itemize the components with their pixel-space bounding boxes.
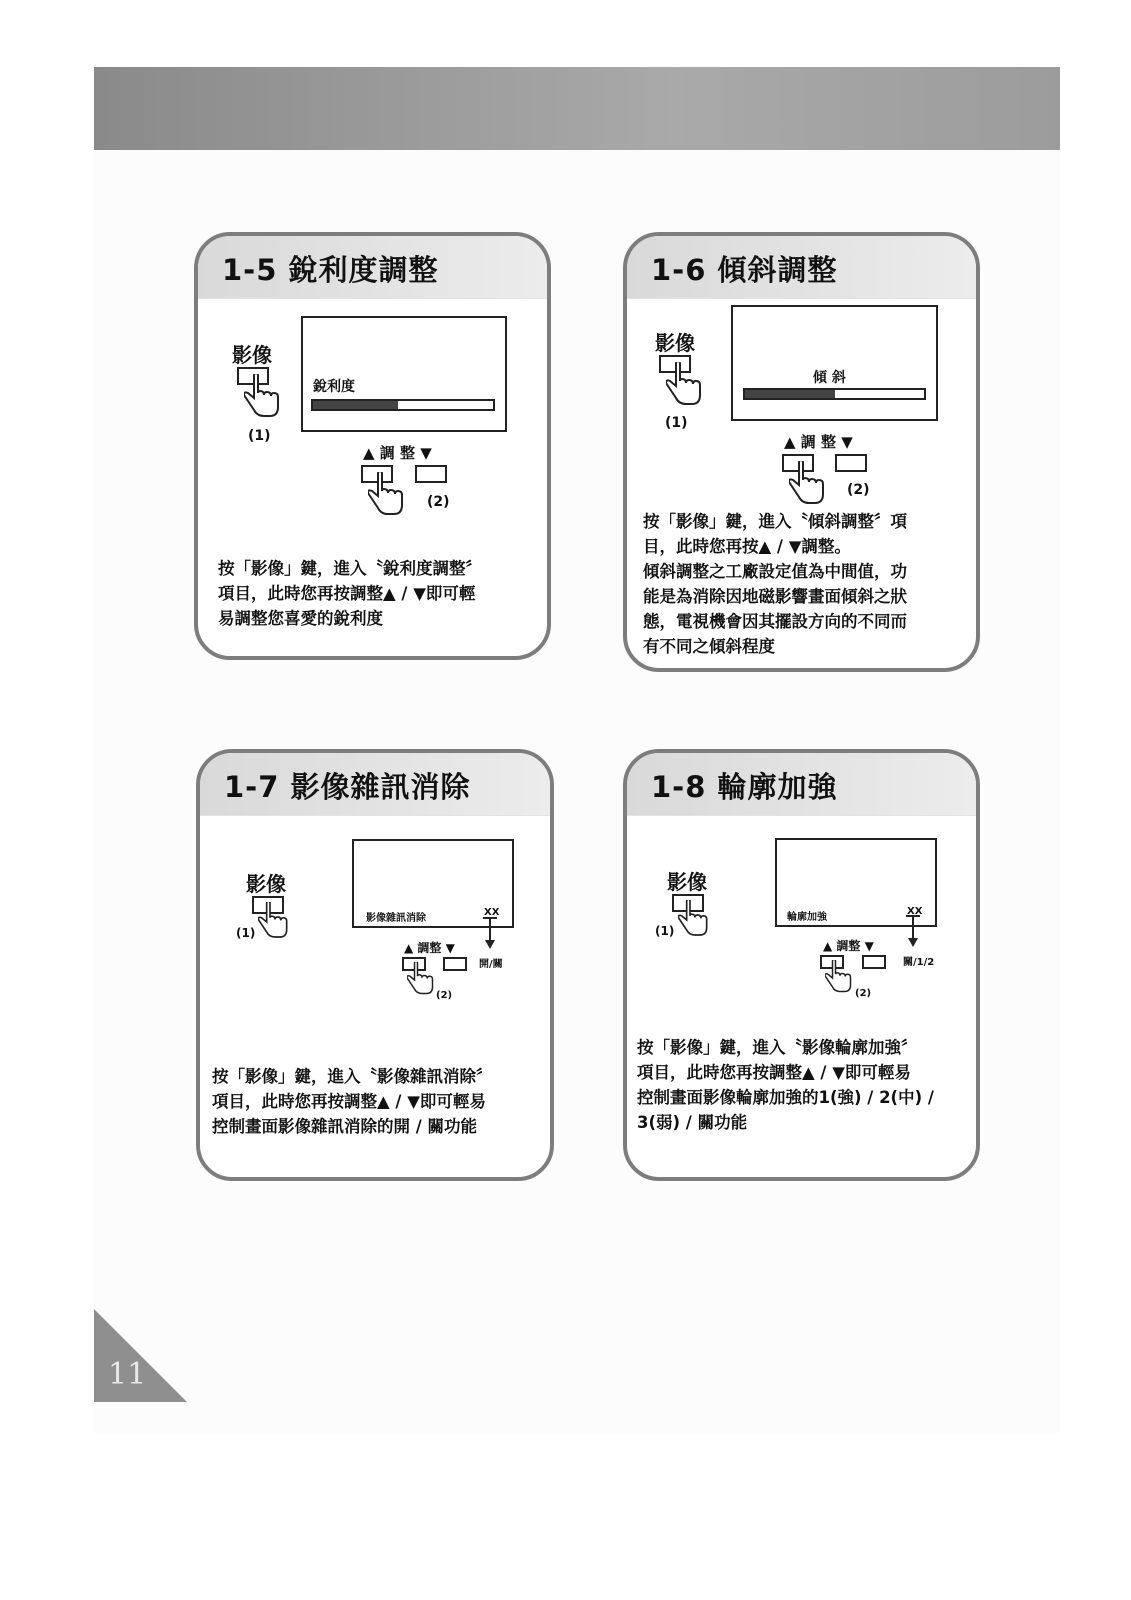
card-contour-enhancement: [623, 749, 980, 1181]
hand-pointer-icon: [789, 461, 829, 509]
card-title: 1-6 傾斜調整: [651, 253, 838, 287]
hand-pointer-icon: [368, 472, 408, 520]
tv-screen: [352, 839, 514, 928]
card-tilt: [623, 232, 980, 672]
description-text: 按「影像」鍵，進入〝影像雜訊消除〞 項目，此時您再按調整▲ / ▼即可輕易 控制畫面影像雜訊消除的開 / 關功能: [212, 1067, 493, 1136]
screen-value: XX: [907, 906, 923, 917]
options-label: 開/關: [479, 959, 503, 970]
hand-pointer-icon: [678, 900, 712, 940]
adjust-down-button: [835, 454, 867, 472]
tv-screen: [301, 316, 507, 432]
step-1-label: (1): [655, 924, 675, 938]
picture-key-label: 影像: [246, 872, 286, 896]
hand-pointer-icon: [244, 374, 284, 422]
description-text: 按「影像」鍵，進入〝影像輪廓加強〞 項目，此時您再按調整▲ / ▼即可輕易 控制畫面影像輪廓加強的1(強) / 2(中) / 3(弱) / 關功能: [637, 1038, 934, 1132]
screen-label: 輪廓加強: [787, 912, 827, 923]
adjust-down-button: [443, 957, 467, 971]
picture-key-label: 影像: [655, 331, 695, 355]
picture-key-label: 影像: [232, 343, 272, 367]
card-title: 1-7 影像雜訊消除: [224, 770, 471, 804]
card-title: 1-8 輪廓加強: [651, 770, 838, 804]
adjust-label: ▲ 調整 ▼: [404, 941, 455, 955]
options-label: 關/1/2: [903, 957, 935, 968]
step-1-label: (1): [236, 926, 256, 940]
adjust-label: ▲ 調 整 ▼: [784, 433, 853, 451]
screen-label: 影像雜訊消除: [366, 913, 426, 924]
description-text: 按「影像」鍵，進入〝銳利度調整〞 項目，此時您再按調整▲ / ▼即可輕 易調整您喜愛的銳利度: [218, 559, 482, 628]
sharpness-level-fill: [313, 401, 398, 409]
adjust-down-button: [862, 955, 886, 969]
picture-key-label: 影像: [667, 870, 707, 894]
card-sharpness: [194, 232, 551, 660]
step-1-label: (1): [665, 415, 688, 431]
card-title: 1-5 銳利度調整: [222, 253, 439, 287]
sharpness-level-bar: [311, 399, 495, 411]
hand-pointer-icon: [407, 962, 437, 998]
tilt-level-fill: [745, 390, 835, 398]
adjust-label: ▲ 調 整 ▼: [363, 444, 432, 462]
arrow-down-icon: [906, 914, 920, 948]
screen-value: XX: [484, 907, 500, 918]
hand-pointer-icon: [666, 362, 706, 410]
adjust-label: ▲ 調整 ▼: [823, 939, 874, 953]
adjust-down-button: [415, 465, 447, 483]
screen-label: 銳利度: [313, 379, 355, 395]
tv-screen: [731, 305, 938, 421]
arrow-down-icon: [483, 916, 497, 950]
hand-pointer-icon: [258, 902, 292, 942]
card-noise-reduction: [196, 749, 554, 1181]
description-text: 按「影像」鍵，進入〝傾斜調整〞項 目，此時您再按▲ / ▼調整。 傾斜調整之工廠設定值為中間值，功 能是為消除因地磁影響畫面傾斜之狀 態，電視機會因其擺設方向的不同而 有不同之傾斜程度: [643, 512, 907, 656]
page-number: 11: [108, 1357, 147, 1392]
hand-pointer-icon: [825, 960, 855, 996]
header-band: [94, 67, 1060, 150]
step-1-label: (1): [248, 428, 271, 444]
step-2-label: (2): [427, 494, 450, 510]
step-2-label: (2): [855, 988, 872, 999]
screen-label: 傾 斜: [813, 370, 846, 386]
step-2-label: (2): [847, 482, 870, 498]
tilt-level-bar: [743, 388, 926, 400]
step-2-label: (2): [436, 990, 453, 1001]
